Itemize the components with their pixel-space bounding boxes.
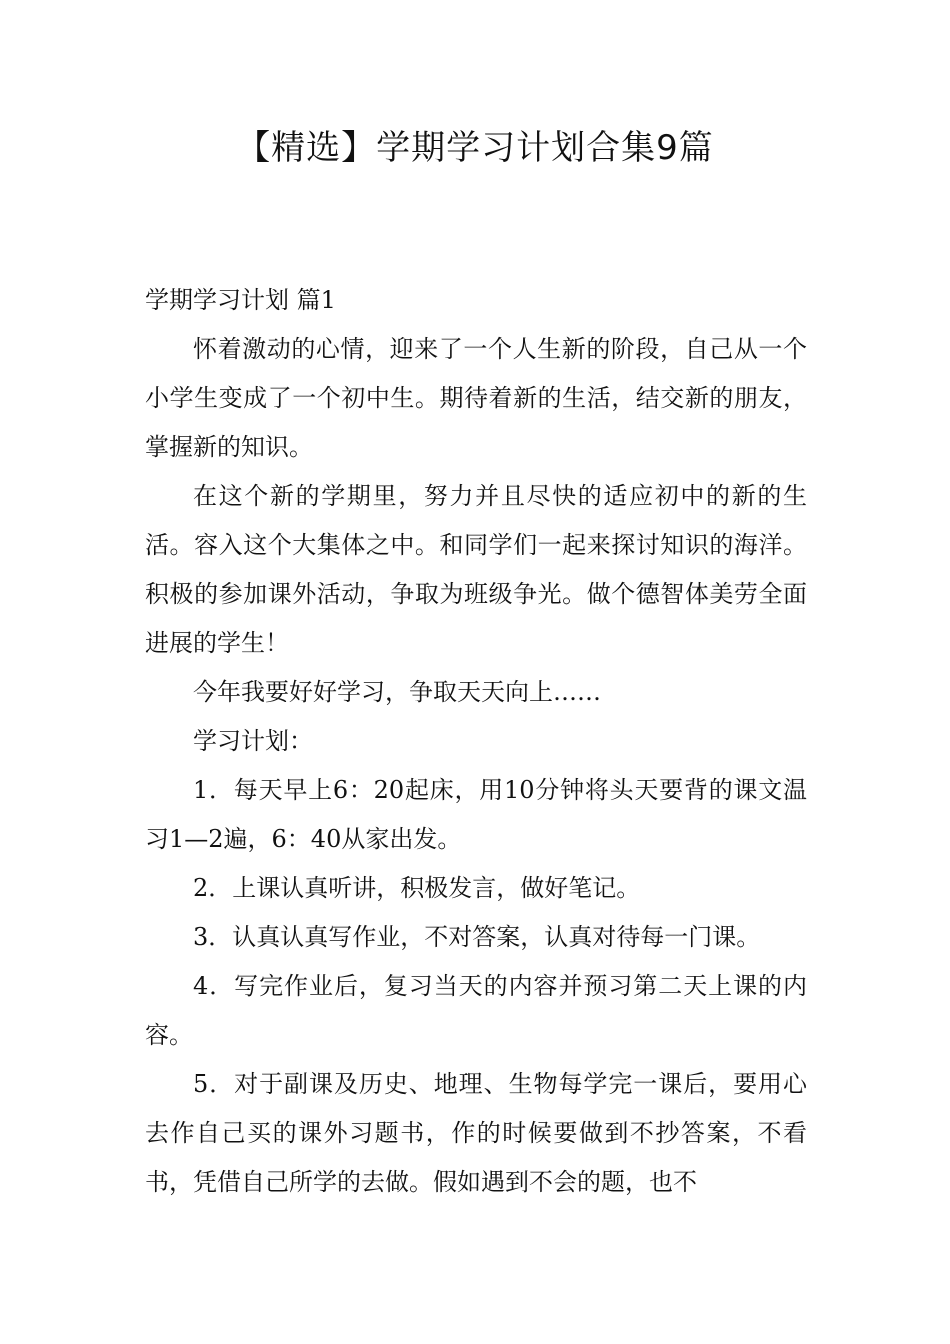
paragraph-7: 3．认真认真写作业，不对答案，认真对待每一门课。 — [193, 923, 761, 951]
paragraph-1: 怀着激动的心情，迎来了一个人生新的阶段，自己从一个小学生变成了一个初中生。期待着新的生活，结交新的朋友，掌握新的知识。 — [145, 335, 807, 461]
paragraph-5: 1．每天早上6：20起床，用10分钟将头天要背的课文温习1—2遍，6：40从家出发。 — [145, 776, 807, 853]
paragraph-8: 4．写完作业后，复习当天的内容并预习第二天上课的内容。 — [145, 972, 807, 1049]
paragraph-3: 今年我要好好学习，争取天天向上…… — [193, 678, 601, 706]
paragraph-9: 5．对于副课及历史、地理、生物每学完一课后，要用心去作自己买的课外习题书，作的时候要做到不抄答案，不看书，凭借自己所学的去做。假如遇到不会的题，也不 — [145, 1070, 807, 1196]
document-title: 【精选】学期学习计划合集9篇 — [236, 128, 714, 168]
section-heading: 学期学习计划 篇1 — [145, 286, 336, 314]
paragraph-6: 2．上课认真听讲，积极发言，做好笔记。 — [193, 874, 641, 902]
paragraph-4: 学习计划： — [193, 727, 313, 755]
document-body — [145, 276, 807, 1207]
paragraph-2: 在这个新的学期里，努力并且尽快的适应初中的新的生活。容入这个大集体之中。和同学们一起来探讨知识的海洋。积极的参加课外活动，争取为班级争光。做个德智体美劳全面进展的学生！ — [145, 482, 807, 657]
